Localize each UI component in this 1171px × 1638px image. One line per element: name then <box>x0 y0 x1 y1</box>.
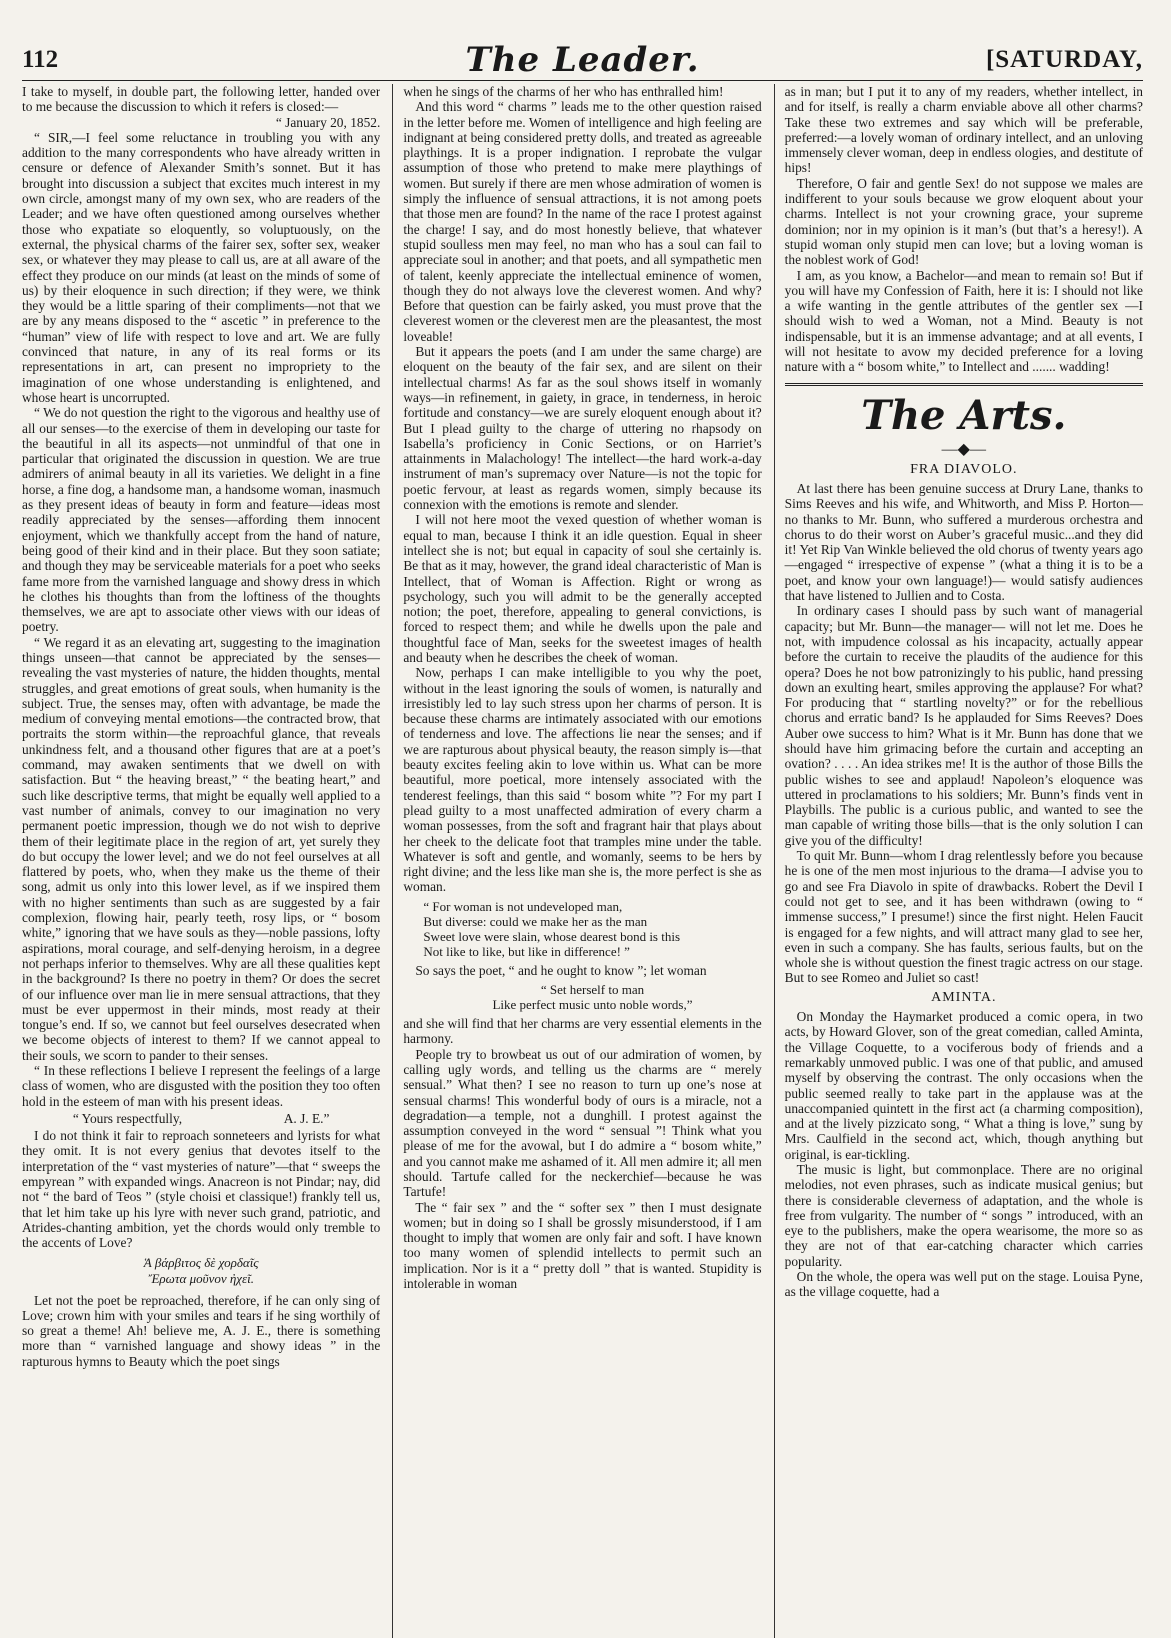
paragraph: And this word “ charms ” leads me to the other question raised in the letter before me. Women of intelligence and high feeling are indignant at being considered pretty dolls, and treated as agreeable playthings. It is a proper indignation. I reprobate the vulgar assumption of those who pretend to make mere playthings of women. But surely if there are men whose admiration of women is simply the influence of sensual attractions, it is not among poets that those men are found? In the name of the race I protest against the charge! I say, and do most honestly believe, that whatever stupid soulless men may feel, no man who has a soul can fail to appreciate soul in another; and that poets, and all sympathetic men of talent, keenly appreciate the intellectual eminence of women, though they do not always love the cleverest women. And why? Before that question can be fairly asked, you must prove that the cleverest women or the cleverest men are the pleasantest, the most loveable! <box>403 99 762 344</box>
column-3 <box>774 84 1143 1638</box>
masthead-title: The Leader. <box>465 40 700 80</box>
paragraph: So says the poet, “ and he ought to know ”; let woman <box>415 962 707 978</box>
paragraph: “ We do not question the right to the vigorous and healthy use of all our senses—to the exercise of them in developing our taste for the beautiful in all its aspects—not unmindful of that one in particular that originated the discussion in question. We are true admirers of animal beauty in all its varieties. We delight in a fine horse, a fine dog, a handsome man, a handsome woman, inasmuch as they present ideas of beauty in form and feature—ideas most readily appreciated by the senses—affording them innocent enjoyment, which we thankfully accept from the hand of nature, being good of their kind and in their place. But they soon satiate; and though they may be serviceable materials for a poet who seeks fame more from the varnished language and showy dress in which he clothes his thoughts than from the loftiness of the thoughts themselves, we are apt to associate other views with our ideas of poetry. <box>22 405 381 635</box>
paragraph: At last there has been genuine success at Drury Lane, thanks to Sims Reeves and his wife, and Whitworth, and Miss P. Horton—no thanks to Mr. Bunn, who suffered a murderous orchestra and chorus to do their worst on Auber’s graceful music...and they did it! Yet Rip Van Winkle believed the old chorus of twenty years ago—engaged “ irrespective of expense ” (what a thing it is to be a poet, and know your own language!)— would satisfy audiences that have listened to Jullien and to Costa. <box>784 480 1143 604</box>
paragraph: “ We regard it as an elevating art, suggesting to the imagination things unseen—that cannot be appreciated by the senses—revealing the vast mysteries of nature, the hidden thoughts, mental struggles, and great emotions of great souls, when humanity is the subject. True, the senses may, often with advantage, be made the medium of conveying mental emotions—the contracted brow, that portraits the storm within—the reproachful glance, that reveals unkindness felt, and a thousand other figures that are at a poet’s command, may awaken sentiments that we dwell on with satisfaction. But “ the heaving breast,” “ the beating heart,” and such like descriptive terms, that might be equally well applied to a vast number of animals, convey to our imagination no very permanent poetic impression, though we do not wish to deprive them of their legitimate place in the region of art, yet surely they do but occupy the lower level; and we do not feel ourselves at all flattered by poets, who, when they make us the theme of their song, admit us only into this lower level, as if we inspired them with no higher sentiments than such as are suggested by a fair complexion, flowing hair, pearly teeth, rosy lips, or “ bosom white,” ignoring that we have souls as they—noble passions, lofty aspirations, moral courage, and self-denying heroism, in a degree not perhaps inferior to themselves. Why are all these qualities kept in the background? Is there no poetry in them? Or does the secret of our influence over man lie in mere sensual attractions, that they must be ever uppermost in their minds, most ready at their tongue’s end. If so, we cannot but feel ourselves desecrated when we become objects of interest to them? If we cannot appeal to their souls, we scorn to pander to their senses. <box>22 634 381 1063</box>
section-divider <box>785 383 1143 386</box>
paragraph: “ January 20, 1852. <box>275 114 381 130</box>
verse-line: “ For woman is not undeveloped man, <box>423 898 623 914</box>
issue-day: [SATURDAY, <box>985 46 1143 73</box>
paragraph: On Monday the Haymarket produced a comic opera, in two acts, by Howard Glover, son of the great comedian, called Aminta, the Village Coquette, to a vociferous body of friends and a remarkably unmoved public. I was one of that public, and amused myself by observing the contrast. The only occasions when the public seemed really to take part in the applause was at the unaccompanied quintett in the first act (a charming composition), and at the lively pizzicato song, “ What a thing is love,” sung by Mrs. Caulfield in the second act, which, though anything but original, is ear-tickling. <box>784 1009 1143 1162</box>
paragraph: “ In these reflections I believe I represent the feelings of a large class of women, who are disgusted with the position they too often hold in the esteem of man with his present ideas. <box>22 1063 381 1109</box>
paragraph: when he sings of the charms of her who has enthralled him! <box>403 84 724 99</box>
letter-signature <box>22 1111 380 1126</box>
verse-line: Sweet love were slain, whose dearest bond is this <box>423 928 681 944</box>
paragraph: “ SIR,—I feel some reluctance in troubling you with any addition to the many correspondents who have already written in censure or defence of Alexander Smith’s sonnet. But it has brought into discussion a subject that excites much interest in my own circle, amongst many of my own sex, who are readers of the Leader; and we have often questioned among ourselves whether those who expatiate so eloquently, so voluptuously, on the external, the physical charms of the fairer sex, softer sex, weaker sex, or whatever they may please to call us, are at all aware of the effect they produce on our minds (at least on the minds of some of us) by their eloquence in such direction; if they were, we think they would be a little sparing of their compliments—not that we are by any means disposed to the “ ascetic ” in preference to the “human” view of life with respect to love and art. We are fully convinced that nature, in any of its real forms or its representations in art, can present no impropriety to the imagination of one whose understanding is enlightened, and whose heart is uncorrupted. <box>22 129 381 405</box>
verse-line: Not like to like, but like in difference! ” <box>423 943 630 959</box>
verse-line: But diverse: could we make her as the man <box>423 913 648 929</box>
section-title: The Arts. <box>861 391 1067 439</box>
column-1 <box>22 84 380 1638</box>
paragraph: The “ fair sex ” and the “ softer sex ” then I must designate women; but in doing so I shall be grossly misunderstood, if I am thought to imply that women are only fair and soft. I have known too many women of splendid intellects to permit such an implication. Nor is it a “ pretty doll ” that is wanted. Stupidity is intolerable in woman <box>403 1199 762 1292</box>
paragraph: I do not think it fair to reproach sonneteers and lyrists for what they omit. It is not every genius that devotes itself to the interpretation of the “ vast mysteries of nature”—that “ sweeps the empyrean ” with expanded wings. Anacreon is not Pindar; nay, did not “ the bard of Teos ” (style choisi et classique!) frankly tell us, that let him take up his lyre with never such grand, patriotic, and Atrides-chanting ambition, yet the chords would only tremble to the accents of Love? <box>22 1128 381 1251</box>
signature-closing: “ Yours respectfully, <box>72 1110 183 1126</box>
paragraph: I am, as you know, a Bachelor—and mean to remain so! But if you will have my Confession of Faith, here it is: I should not like a wife wanting in the gentle attributes of the gentler sex —I should wish to wed a Woman, not a Mind. Beauty is not indispensable, but it is an immense advantage; and at all events, I will not hesitate to avow my decided preference for a loving nature with a “ bosom white,” to Intellect and ....... wadding! <box>784 267 1143 375</box>
greek-line: Ἁ βάρβιτος δὲ χορδαῖς <box>143 1254 259 1270</box>
paragraph: People try to browbeat us out of our admiration of women, by calling ugly words, and telling us the charms are “ merely sensual.” What then? I see no reason to turn up one’s nose at sensual charms! This wonderful body of ours is a miracle, not a degradation—a temple, not a dunghill. I protest against the assumption conveyed in the word “ sensual ”! Think what you please of me for the avowal, but I do admire a “ bosom white,” and you cannot make me ashamed of it. All men admire it; all men should. Tartufe called for the neckerchief—because he was Tartufe! <box>403 1046 762 1200</box>
paragraph: I will not here moot the vexed question of whether woman is equal to man, because I think it an idle question. Equal in sheer intellect she is not; but equal in capacity of soul she certainly is. Be that as it may, however, the grand ideal characteristic of Man is Intellect, that of Woman is Affection. Right or wrong as psychology, such you will admit to be the generally accepted notion; the poet, therefore, appealing to general convictions, is forced to respect them; and while he dwells upon the pale and thoughtful face of Man, seeks for the sweetest images of health and beauty when he describes the cheek of woman. <box>403 512 762 665</box>
verse-line: Like perfect music unto noble words,” <box>492 997 693 1013</box>
paragraph: To quit Mr. Bunn—whom I drag relentlessly before you because he is one of the men most injurious to the drama—I advise you to go and see Fra Diavolo in spite of drawbacks. Robert the Devil I could not get to see, and it has been withdrawn (owing to “ immense success,” I presume!) since the first night. Helen Faucit is engaged for a few nights, and will attract many glad to see her, even in such a company. She has faults, serious faults, but on the whole she is without question the finest tragic actress on our stage. But to see Romeo and Juliet so cast! <box>784 848 1143 986</box>
paragraph: Therefore, O fair and gentle Sex! do not suppose we males are indifferent to your souls because we grow eloquent about your charms. Intellect is not your crowning grace, your supreme dominion; nor in my opinion is it man’s (but that’s a heresy!). A stupid woman only stupid men can love; but a loving woman is the noblest work of God! <box>784 175 1143 268</box>
paragraph: Let not the poet be reproached, therefore, if he can only sing of Love; crown him with your smiles and tears if he sing worthily of so great a theme! Ah! believe me, A. J. E., there is something more than “ varnished language and showy ideas ” in the rapturous hymns to Beauty which the poet sings <box>22 1292 381 1369</box>
paragraph: On the whole, the opera was well put on the stage. Louisa Pyne, as the village coquette, had a <box>784 1269 1143 1300</box>
column-2 <box>392 84 761 1638</box>
greek-line: Ἔρωτα μοῦνον ἠχεῖ. <box>148 1270 255 1286</box>
ornament-divider-icon: —◆— <box>941 440 986 458</box>
article-title-fra-diavolo: FRA DIAVOLO. <box>910 461 1018 477</box>
article-columns <box>22 84 1143 1638</box>
paragraph: But it appears the poets (and I am under the same charge) are eloquent on the beauty of the fair sex, and are silent on their intellectual charms! As far as the soul shows itself in womanly ways—in refinement, in gaiety, in grace, in tenderness, in heroic fortitude and constancy—we are surely eloquent enough about it? But I plead guilty to the charge of uttering no rhapsody on Isabella’s proficiency in Conic Sections, or on Harriet’s attainments in Malachology! The intellect—the hard work-a-day instrument of man’s supremacy over Nature—is not the topic for poetic fervour, at least as regards women, simply because its connexion with the emotions is remote and slender. <box>403 344 762 513</box>
paragraph: and she will find that her charms are very essential elements in the harmony. <box>403 1016 762 1047</box>
verse-quotation <box>423 899 761 959</box>
verse-quotation-2 <box>423 982 761 1012</box>
paragraph: Now, perhaps I can make intelligible to you why the poet, without in the least ignoring the souls of women, is naturally and irresistibly led to lay such stress upon her charms of person. It is because these charms are intimately associated with our emotions of tenderness and love. The affections lie near the senses; and if we are rapturous about physical beauty, the reason simply is—that beauty excites feeling akin to love within us. What can be more beautiful, more poetical, more intensely associated with the tenderest feelings, than this said “ bosom white ”? For my part I plead guilty to a most unaffected admiration of every charm a woman possesses, from the soft and fragrant hair that plays about her cheek to the delicate foot that tramples mine under the table. Whatever is soft and gentle, and womanly, seems to be hers by right divine; and the less like man she is, the more perfect is she as woman. <box>403 665 762 895</box>
article-title-aminta: AMINTA. <box>931 989 997 1005</box>
verse-line: “ Set herself to man <box>540 982 645 998</box>
page-number: 112 <box>22 46 59 73</box>
page-header <box>22 40 1143 81</box>
signature-initials: A. J. E.” <box>283 1110 330 1126</box>
paragraph: as in man; but I put it to any of my readers, whether intellect, in and for itself, is really a charm enviable above all other charms? Take these two extremes and say which will be preferable, preferred:—a lovely woman of ordinary intellect, and an unloving immensely clever woman, deep in endless ologies, and destitute of hips! <box>784 84 1143 176</box>
greek-quotation <box>22 1255 380 1287</box>
paragraph: I take to myself, in double part, the following letter, handed over to me because the discussion to which it refers is closed:— <box>22 84 381 115</box>
paragraph: The music is light, but commonplace. There are no original melodies, not even phrases, such as indicate musical genius; but there is considerable cleverness of adaptation, and the whole is free from vulgarity. The number of “ songs ” introduced, with an eye to the publishers, make the opera wearisome, the more so as they are not of that ear-catching character which carries popularity. <box>784 1162 1143 1269</box>
paragraph: In ordinary cases I should pass by such want of managerial capacity; but Mr. Bunn—the manager— will not let me. Does he not, with impudence colossal as his incapacity, actually appear before the curtain to receive the plaudits of the audience for this opera? Does he not bow patronizingly to his public, hand pressing down an exulting heart, smiles approving the applause? For what? For producing that “ startling novelty?” or for the rebellious chorus and erratic band? Is he applauded for Sims Reeves? Does Auber owe success to him? What is it Mr. Bunn has done that we should have him grimacing before the curtain and accepting an ovation? . . . . An idea strikes me! It is the author of those Bills the public wishes to see and applaud! Napoleon’s eloquence was uttered in proclamations to his soldiers; Mr. Bunn’s finds vent in Playbills. The public is a curious public, and wanted to see the man capable of writing those bills—that is the only solution I can give you of the difficulty! <box>784 603 1143 848</box>
